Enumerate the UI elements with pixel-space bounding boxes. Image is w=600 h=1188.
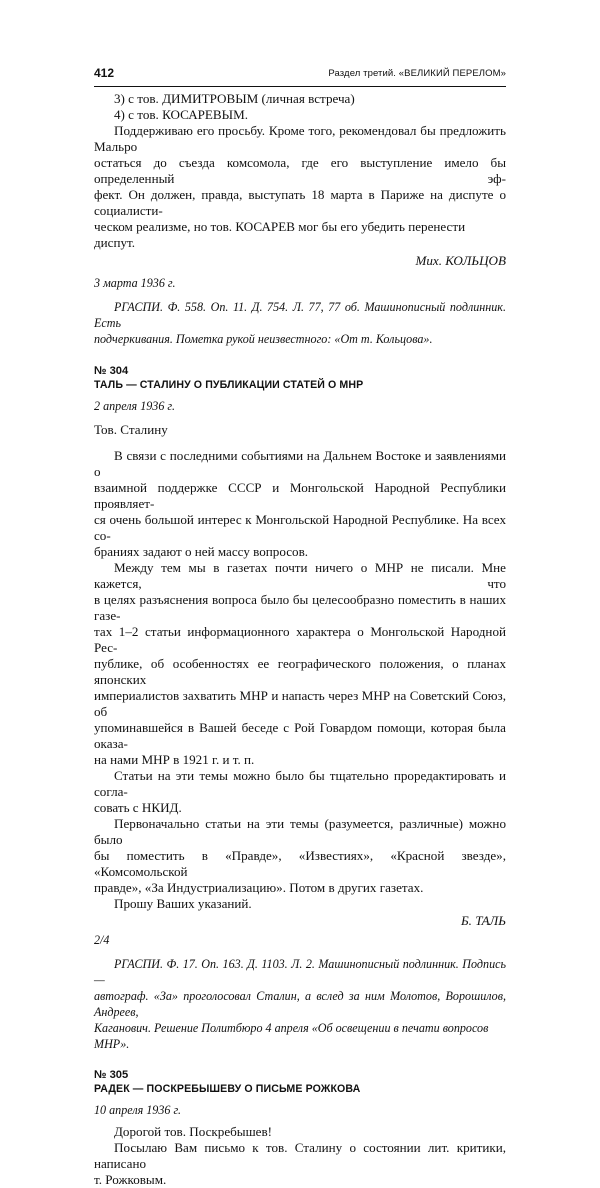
text-line: Поддерживаю его просьбу. Кроме того, рекомендовал бы предложить Мальро [94, 123, 506, 154]
document-date: 2 апреля 1936 г. [94, 399, 175, 413]
page-number: 412 [94, 66, 115, 80]
document-date: 3 марта 1936 г. [94, 276, 176, 290]
text-line: ся очень большой интерес к Монгольской Народной Республике. На всех со- [94, 512, 506, 543]
paragraph [94, 123, 506, 251]
text-line: взаимной поддержке СССР и Монгольской Народной Республики проявляет- [94, 480, 506, 511]
text-line: В связи с последними событиями на Дальнем Востоке и заявлениями о [94, 448, 506, 479]
text-line: фект. Он должен, правда, выступать 18 марта в Париже на диспуте о социалисти- [94, 187, 506, 218]
text-line: подчеркивания. Пометка рукой неизвестного: «От т. Кольцова». [94, 332, 433, 346]
document-number: № 304 [94, 365, 129, 377]
salutation: Дорогой тов. Поскребышев! [114, 1124, 273, 1139]
archive-source [94, 956, 506, 1052]
running-head: Раздел третий. «ВЕЛИКИЙ ПЕРЕЛОМ» [328, 68, 506, 79]
document-date: 10 апреля 1936 г. [94, 1103, 182, 1117]
text-line: т. Рожковым. [94, 1172, 167, 1187]
salutation: Тов. Сталину [94, 422, 168, 437]
page-body [94, 91, 506, 1188]
text-line: Первоначально статьи на эти темы (разумеется, различные) можно было [94, 816, 506, 847]
paragraph [94, 816, 506, 896]
paragraph [94, 448, 506, 560]
paragraph [94, 1140, 506, 1188]
text-line: Статьи на эти темы можно было бы тщательно проредактировать и согла- [94, 768, 506, 799]
text-line: правде», «За Индустриализацию». Потом в других газетах. [94, 880, 424, 895]
text-line: совать с НКИД. [94, 800, 182, 815]
text-line: империалистов захватить МНР и напасть через МНР на Советский Союз, об [94, 688, 506, 719]
text-line: РГАСПИ. Ф. 17. Оп. 163. Д. 1103. Л. 2. Машинописный подлинник. Подпись — [94, 957, 506, 987]
text-line: РГАСПИ. Ф. 558. Оп. 11. Д. 754. Л. 77, 77 об. Машинописный подлинник. Есть [94, 300, 506, 330]
text-line: браниях задают о ней массу вопросов. [94, 544, 309, 559]
text-line: ческом реализме, но тов. КОСАРЕВ мог бы его убедить перенести диспут. [94, 219, 466, 250]
document-title: ТАЛЬ — СТАЛИНУ О ПУБЛИКАЦИИ СТАТЕЙ О МНР [94, 379, 364, 391]
text-line: Между тем мы в газетах почти ничего о МНР не писали. Мне кажется, что [94, 560, 506, 591]
paragraph: Прошу Ваших указаний. [114, 896, 252, 911]
paragraph [94, 560, 506, 768]
text-line: Каганович. Решение Политбюро 4 апреля «Об освещении в печати вопросов МНР». [94, 1021, 489, 1051]
text-line: автограф. «За» проголосовал Сталин, а вслед за ним Молотов, Ворошилов, Андреев, [94, 989, 506, 1019]
document-title: РАДЕК — ПОСКРЕБЫШЕВУ О ПИСЬМЕ РОЖКОВА [94, 1083, 361, 1095]
text-line: на нами МНР в 1921 г. и т. п. [94, 752, 255, 767]
list-item: 3) с тов. ДИМИТРОВЫМ (личная встреча) [114, 91, 355, 106]
text-line: упоминавшейся в Вашей беседе с Рой Говардом помощи, которая была оказа- [94, 720, 506, 751]
text-line: остаться до съезда комсомола, где его выступление имело бы определенный эф- [94, 155, 506, 186]
signature: Б. ТАЛЬ [460, 913, 506, 928]
document-number: № 305 [94, 1069, 129, 1081]
signature: Мих. КОЛЬЦОВ [415, 253, 506, 268]
text-line: бы поместить в «Правде», «Известиях», «Красной звезде», «Комсомольской [94, 848, 506, 879]
archive-source [94, 299, 506, 347]
text-line: в целях разъяснения вопроса было бы целесообразно поместить в наших газе- [94, 592, 506, 623]
list-item: 4) с тов. КОСАРЕВЫМ. [114, 107, 248, 122]
page-header [94, 64, 506, 87]
paragraph [94, 768, 506, 816]
text-line: Посылаю Вам письмо к тов. Сталину о состоянии лит. критики, написано [94, 1140, 506, 1171]
text-line: тах 1–2 статьи информационного характера о Монгольской Народной Рес- [94, 624, 506, 655]
document-date: 2/4 [94, 933, 110, 947]
text-line: публике, об особенностях ее географического положения, о планах японских [94, 656, 506, 687]
